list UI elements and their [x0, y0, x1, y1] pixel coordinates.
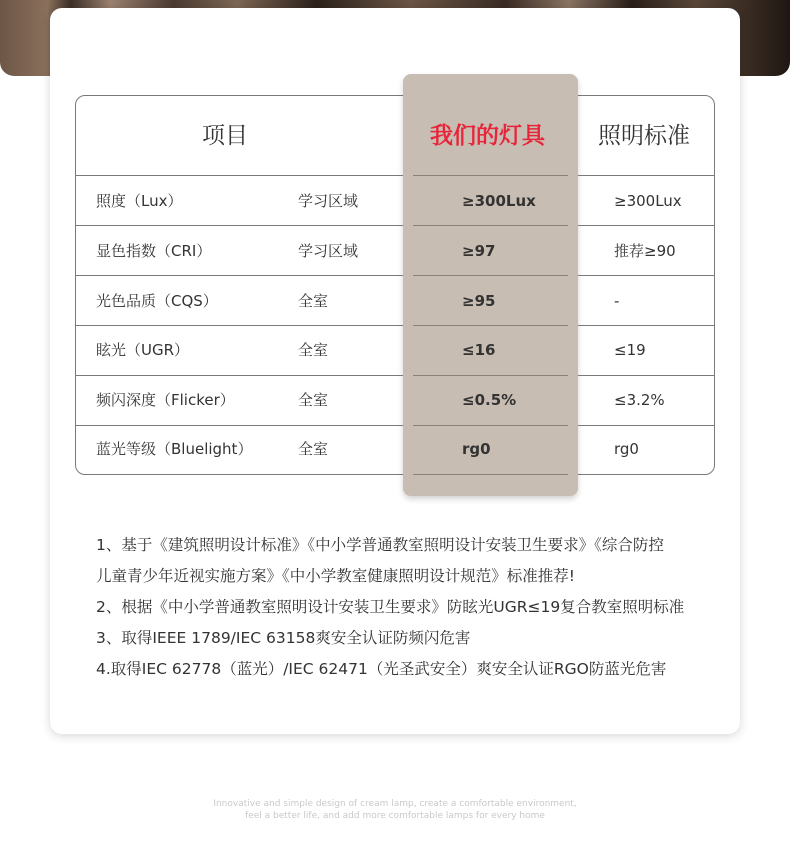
row-divider [578, 175, 715, 176]
row-divider [578, 375, 715, 376]
row-divider [578, 425, 715, 426]
row-divider [76, 225, 403, 226]
row-our-value: ≥300Lux [462, 192, 536, 210]
row-name: 蓝光等级（Bluelight） [96, 440, 253, 458]
row-scope: 全室 [298, 341, 329, 359]
row-divider [413, 474, 568, 475]
row-our-value: ≥97 [462, 242, 496, 260]
row-divider [578, 325, 715, 326]
header-our-lamp: 我们的灯具 [430, 123, 545, 149]
footer-slogan-line1: Innovative and simple design of cream lamp, create a comfortable environment, [213, 799, 577, 809]
row-scope: 学习区域 [298, 192, 359, 210]
row-our-value: ≥95 [462, 292, 496, 310]
row-divider [76, 425, 403, 426]
row-standard-value: ≤19 [614, 341, 646, 359]
footer-slogan-line2: feel a better life, and add more comfortable lamps for every home [245, 811, 545, 821]
row-divider [76, 275, 403, 276]
row-divider [578, 225, 715, 226]
note-line: 4.取得IEC 62778（蓝光）/IEC 62471（光圣武安全）爽安全认证RGO防蓝光危害 [96, 660, 667, 678]
note-line: 2、根据《中小学普通教室照明设计安装卫生要求》防眩光UGR≤19复合教室照明标准 [96, 598, 685, 616]
row-standard-value: ≥300Lux [614, 192, 682, 210]
row-scope: 全室 [298, 292, 329, 310]
row-standard-value: 推荐≥90 [614, 242, 676, 260]
row-scope: 全室 [298, 440, 329, 458]
row-standard-value: rg0 [614, 440, 639, 458]
row-our-value: rg0 [462, 440, 491, 458]
row-our-value: ≤16 [462, 341, 496, 359]
row-our-value: ≤0.5% [462, 391, 517, 409]
row-divider [76, 175, 403, 176]
row-divider [413, 425, 568, 426]
row-name: 光色品质（CQS） [96, 292, 218, 310]
note-line: 1、基于《建筑照明设计标准》《中小学普通教室照明设计安装卫生要求》《综合防控 [96, 536, 664, 554]
row-divider [76, 325, 403, 326]
header-standard: 照明标准 [598, 123, 690, 149]
row-divider [413, 175, 568, 176]
row-name: 照度（Lux） [96, 192, 183, 210]
header-item: 项目 [202, 123, 248, 149]
row-divider [413, 325, 568, 326]
row-name: 显色指数（CRI） [96, 242, 212, 260]
row-name: 眩光（UGR） [96, 341, 190, 359]
note-line: 儿童青少年近视实施方案》《中小学教室健康照明设计规范》标准推荐! [96, 567, 575, 585]
notes-list [96, 530, 716, 685]
note-line: 3、取得IEEE 1789/IEC 63158爽安全认证防频闪危害 [96, 629, 471, 647]
row-divider [413, 375, 568, 376]
row-divider [413, 275, 568, 276]
row-name: 频闪深度（Flicker） [96, 391, 235, 409]
row-scope: 全室 [298, 391, 329, 409]
row-divider [578, 275, 715, 276]
row-scope: 学习区域 [298, 242, 359, 260]
comparison-table [75, 95, 715, 475]
row-standard-value: - [614, 292, 620, 310]
row-divider [413, 225, 568, 226]
row-divider [76, 375, 403, 376]
row-standard-value: ≤3.2% [614, 391, 665, 409]
